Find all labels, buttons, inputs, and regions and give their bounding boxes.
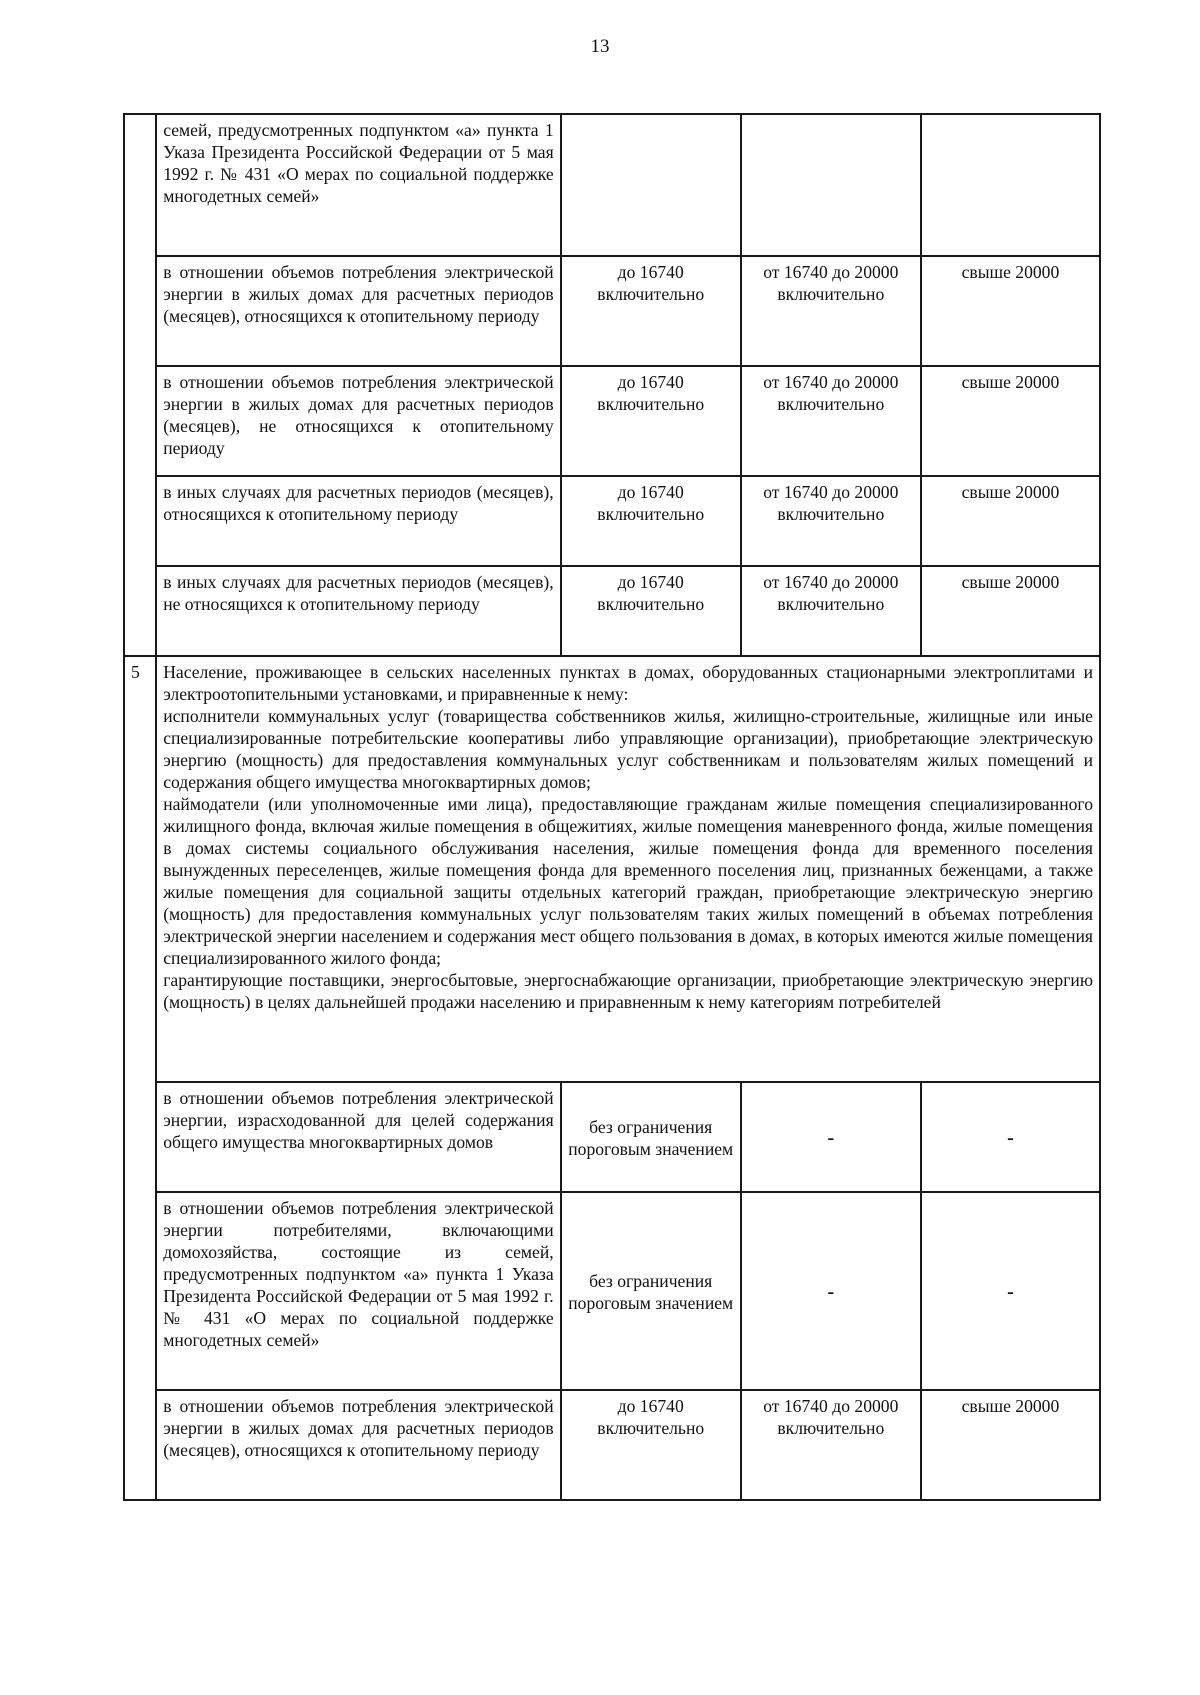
value-threshold-3: - [921, 1192, 1100, 1390]
row-number-empty [124, 1192, 156, 1390]
value-threshold-3: свыше 20000 [921, 1390, 1100, 1500]
value-threshold-3: свыше 20000 [921, 366, 1100, 476]
value-threshold-3: свыше 20000 [921, 476, 1100, 566]
value-threshold-1: до 16740 включительно [561, 476, 741, 566]
section-5-header-row [124, 656, 1100, 1082]
row-number-empty [124, 1082, 156, 1192]
row-number-empty [124, 566, 156, 656]
section-5-paragraph: гарантирующие поставщики, энергосбытовые, энергоснабжающие организации, приобретающие электрическую энергию (мощность) в целях дальнейшей продажи населению и приравненным к нему категориям потребителей [163, 970, 1093, 1012]
row-number-empty [124, 476, 156, 566]
row-description: семей, предусмотренных подпунктом «а» пункта 1 Указа Президента Российской Федерации от 5 мая 1992 г. № 431 «О мерах по социальной поддержке многодетных семей» [156, 114, 560, 256]
section-5-description [156, 656, 1100, 1082]
value-threshold-2: от 16740 до 20000 включительно [741, 476, 921, 566]
value-threshold-2: от 16740 до 20000 включительно [741, 256, 921, 366]
row-number [124, 114, 156, 256]
value-threshold-2: - [741, 1082, 921, 1192]
section-5-paragraph: исполнители коммунальных услуг (товарищества собственников жилья, жилищно-строительные, жилищные или иные специализированные потребительские кооперативы либо управляющие организации), приобретающие электрическую энергию (мощность) для предоставления коммунальных услуг собственникам и пользователям жилых помещений и содержания общего имущества многоквартирных домов; [163, 706, 1093, 792]
table-row [124, 366, 1100, 476]
tariff-table [123, 113, 1101, 1501]
row-description: в отношении объемов потребления электрической энергии в жилых домах для расчетных периодов (месяцев), относящихся к отопительному периоду [156, 1390, 560, 1500]
row-number-empty [124, 1390, 156, 1500]
value-threshold-1: до 16740 включительно [561, 1390, 741, 1500]
page-number: 13 [590, 36, 610, 57]
value-threshold-3: свыше 20000 [921, 566, 1100, 656]
table-row [124, 476, 1100, 566]
row-description: в отношении объемов потребления электрической энергии в жилых домах для расчетных периодов (месяцев), относящихся к отопительному периоду [156, 256, 560, 366]
value-threshold-1 [561, 114, 741, 256]
value-threshold-3: - [921, 1082, 1100, 1192]
value-threshold-1: без ограничения пороговым значением [561, 1192, 741, 1390]
value-threshold-2: - [741, 1192, 921, 1390]
table-row [124, 114, 1100, 256]
table-row [124, 1390, 1100, 1500]
value-threshold-1: без ограничения пороговым значением [561, 1082, 741, 1192]
value-threshold-2: от 16740 до 20000 включительно [741, 366, 921, 476]
row-number-empty [124, 366, 156, 476]
value-threshold-2: от 16740 до 20000 включительно [741, 1390, 921, 1500]
section-5-paragraph: наймодатели (или уполномоченные ими лица), предоставляющие гражданам жилые помещения специализированного жилищного фонда, включая жилые помещения в общежитиях, жилые помещения маневренного фонда, жилые помещения в домах системы социального обслуживания населения, жилые помещения фонда для временного поселения вынужденных переселенцев, жилые помещения фонда для временного поселения лиц, признанных беженцами, а также жилые помещения для социальной защиты отдельных категорий граждан, приобретающие электрическую энергию (мощность) для предоставления коммунальных услуг пользователям таких жилых помещений в объемах потребления электрической энергии населением и содержания мест общего пользования в домах, в которых имеются жилые помещения специализированного жилого фонда; [163, 794, 1093, 968]
value-threshold-1: до 16740 включительно [561, 366, 741, 476]
table-row [124, 256, 1100, 366]
value-threshold-3: свыше 20000 [921, 256, 1100, 366]
row-description: в иных случаях для расчетных периодов (месяцев), не относящихся к отопительному периоду [156, 566, 560, 656]
section-5-number: 5 [124, 656, 156, 1082]
table-row [124, 1082, 1100, 1192]
section-5-heading: Население, проживающее в сельских населенных пунктах в домах, оборудованных стационарными электроплитами и электроотопительными установками, и приравненные к нему: [163, 662, 1093, 704]
value-threshold-1: до 16740 включительно [561, 566, 741, 656]
row-description: в отношении объемов потребления электрической энергии в жилых домах для расчетных периодов (месяцев), не относящихся к отопительному периоду [156, 366, 560, 476]
table-row [124, 566, 1100, 656]
value-threshold-2: от 16740 до 20000 включительно [741, 566, 921, 656]
table-row [124, 1192, 1100, 1390]
value-threshold-1: до 16740 включительно [561, 256, 741, 366]
row-number-empty [124, 256, 156, 366]
value-threshold-3 [921, 114, 1100, 256]
row-description: в отношении объемов потребления электрической энергии потребителями, включающими домохозяйства, состоящие из семей, предусмотренных подпунктом «а» пункта 1 Указа Президента Российской Федерации от 5 мая 1992 г. № 431 «О мерах по социальной поддержке многодетных семей» [156, 1192, 560, 1390]
row-description: в отношении объемов потребления электрической энергии, израсходованной для целей содержания общего имущества многоквартирных домов [156, 1082, 560, 1192]
value-threshold-2 [741, 114, 921, 256]
row-description: в иных случаях для расчетных периодов (месяцев), относящихся к отопительному периоду [156, 476, 560, 566]
